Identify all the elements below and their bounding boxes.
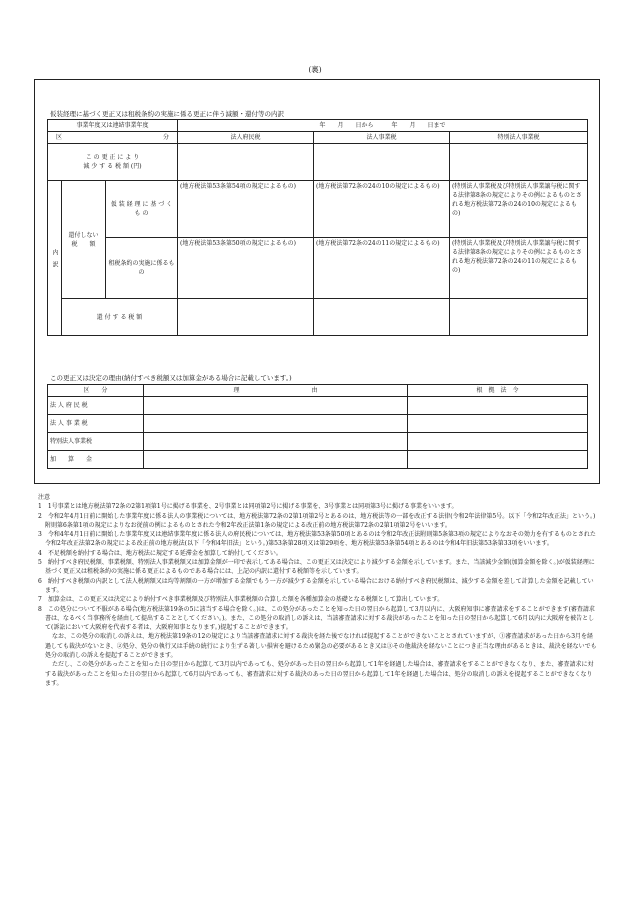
reason-cell[interactable] xyxy=(144,433,408,451)
law-cell[interactable] xyxy=(408,433,588,451)
note-item: ただし、この処分があったことを知った日の翌日から起算して3月以内であっても、処分があった日の翌日から起算して1年を経過した場合は、審査請求をすることができなくなり、また、審査請求に対する裁決があったことを知った日の翌日から起算して6月以内であっても、審査請求に対する裁決のあった日の翌日から起算して1年を経過した場合は、処分の取消しの訴えを提起することができなくなります。 xyxy=(45,661,594,687)
reason-col-law: 根 拠 法 令 xyxy=(408,385,588,397)
fict-pref-cell[interactable]: (地方税法第53条第54項の規定によるもの) xyxy=(178,181,314,238)
note-item: 6 納付すべき税額の内訳として法人税割額又は均等割額の一方が増加する金額でもう一方が減少する金額を示している場合における納付すべき府民税額は、減少する金額を差して計算した金額を記載しています。 xyxy=(38,577,594,594)
note-item: 1 1号事業とは地方税法第72条の2第1項第1号に掲げる事業を、2号事業とは同項第2号に掲げる事業を、3号事業とは同項第3号に掲げる事業をいいます。 xyxy=(38,503,458,511)
fiscal-year-label: 事業年度又は連結事業年度 xyxy=(48,120,178,132)
fict-spec-cell[interactable]: (特別法人事業税及び特別法人事業譲与税に関する法律第8条の規定によりその例によるものとされる地方税法第72条の24の10の規定によるもの) xyxy=(450,181,588,238)
reduction-spec-cell[interactable] xyxy=(450,144,588,181)
note-item: 7 加算金は、この更正又は決定により納付すべき事業税額及び特別法人事業税額の合算した額を各種加算金の基礎となる税額として算出しています。 xyxy=(38,596,444,604)
treaty-ent-cell[interactable]: (地方税法第72条の24の11の規定によるもの) xyxy=(314,238,450,299)
refund-pref-cell[interactable] xyxy=(178,299,314,336)
kubun-header-right: 分 xyxy=(162,134,169,141)
refund-spec-cell[interactable] xyxy=(450,299,588,336)
kubun-header xyxy=(48,132,178,144)
law-cell[interactable] xyxy=(408,415,588,433)
refund-amount-label: 還 付 す る 税 額 xyxy=(62,299,178,336)
breakdown-label: 内 訳 xyxy=(48,181,62,336)
note-item: なお、この処分の取消しの訴えは、地方税法第19条の12の規定により当該審査請求に対する裁決を経た後でなければ提起することができないこととされていますが、①審査請求があった日から3月を経過しても裁決がないとき、②処分、処分の執行又は手続の続行により生ずる著しい損害を避けるため緊急の必要があるとき又は③その他裁決を経ないことにつき正当な理由があるときは、裁決を経ないでも処分の取消しの訴えを提起することができます。 xyxy=(45,633,597,660)
law-cell[interactable] xyxy=(408,451,588,469)
refund-breakdown-table xyxy=(47,119,588,336)
tax-treaty-label: 租税条約の実施に係るもの xyxy=(106,238,178,299)
col-prefectural-tax: 法人府民税 xyxy=(178,132,314,144)
reason-row-label: 加 算 金 xyxy=(48,451,144,469)
non-refund-label xyxy=(62,181,106,299)
col-special-enterprise-tax: 特別法人事業税 xyxy=(450,132,588,144)
reason-row-label: 法 人 事 業 税 xyxy=(48,415,144,433)
reduction-label-line2: 減 少 す る 税 額 (円) xyxy=(83,163,142,170)
kubun-header-left: 区 xyxy=(56,134,63,141)
reason-table xyxy=(47,384,588,469)
non-refund-line1: 還付しない xyxy=(68,231,99,239)
treaty-pref-cell[interactable]: (地方税法第53条第50項の規定によるもの) xyxy=(178,238,314,299)
fict-ent-cell[interactable]: (地方税法第72条の24の10の規定によるもの) xyxy=(314,181,450,238)
page-side-label: (裏) xyxy=(308,65,322,74)
note-item: 5 納付すべき府民税額、事業税額、特別法人事業税額又は加算金額が一印で表示してある場合は、この更正又は決定により減少する金額を示しています。また、当該減少金額(加算金額を除く。)が仮装経理に基づく更正又は租税条約の実施に係る更正によるものである場合には、上記の内訳に還付する税額等を示しています。 xyxy=(38,559,595,576)
reason-cell[interactable] xyxy=(144,451,408,469)
reason-row-label: 法 人 府 民 税 xyxy=(48,397,144,415)
note-item: 2 令和2年4月1日前に開始した事業年度に係る法人の事業税については、地方税法第72条の2第1項第2号とあるのは、地方税法等の一部を改正する法律(令和2年法律第5号。以下「令和2年改正法」という。)附則第6条第1項の規定によりなお従前の例によるものとされた令和2年改正法第1条の規定による改正前の地方税法第72条の2第1項第2号をいいます。 xyxy=(38,512,596,529)
non-refund-line2: 税 額 xyxy=(71,240,96,248)
reason-cell[interactable] xyxy=(144,397,408,415)
reduction-label-line1: こ の 更 正 に よ り xyxy=(85,154,140,161)
treaty-spec-cell[interactable]: (特別法人事業税及び特別法人事業譲与税に関する法律第8条の規定によりその例によるものとされる地方税法第72条の24の11の規定によるもの) xyxy=(450,238,588,299)
table1-caption: 仮装経理に基づく更正又は租税条約の実施に係る更正に伴う減額・還付等の内訳 xyxy=(50,110,284,118)
notes-section xyxy=(38,493,598,688)
fiscal-year-value[interactable]: 年 月 日から 年 月 日まで xyxy=(178,120,588,132)
notes-title: 注意 xyxy=(38,494,51,501)
reason-col-kubun: 区 分 xyxy=(48,385,144,397)
reason-cell[interactable] xyxy=(144,415,408,433)
refund-ent-cell[interactable] xyxy=(314,299,450,336)
fictitious-accounting-label: 仮 装 経 理 に 基 づ く も の xyxy=(106,181,178,238)
reduction-amount-label xyxy=(48,144,178,181)
note-item: 3 令和4年4月1日前に開始した事業年度又は連結事業年度に係る法人の府民税については、地方税法第53条第50項とあるのは令和2年改正法附則第5条第3項の規定によりなおその効力を有するものとされた令和2年改正法第2条の規定による改正前の地方税法(以下「令和4年旧法」という。)第53条第28項又は第29項を、地方税法第53条第54項とあるのは令和4年旧法第53条第33項をいいます。 xyxy=(38,531,596,548)
reason-col-reason: 理 由 xyxy=(144,385,408,397)
reduction-ent-cell[interactable] xyxy=(314,144,450,181)
reason-row-label: 特別法人事業税 xyxy=(48,433,144,451)
note-item: 4 不足税額を納付する場合は、地方税法に規定する延滞金を加算して納付してください。 xyxy=(38,549,282,557)
col-enterprise-tax: 法人事業税 xyxy=(314,132,450,144)
reduction-pref-cell[interactable] xyxy=(178,144,314,181)
law-cell[interactable] xyxy=(408,397,588,415)
table2-caption: この更正又は決定の理由(納付すべき税額又は加算金がある場合に記載しています。) xyxy=(50,374,292,382)
note-item: 8 この処分について不服がある場合(地方税法第19条の5に該当する場合を除く。)は、この処分があったことを知った日の翌日から起算して3月以内に、大阪府知事に審査請求をすることができます(審査請求書は、なるべく当事務所を経由して提出することとしてください。)。また、この処分の取消しの訴えは、当該審査請求に対する裁決があったことを知った日の翌日から起算して6月以内に大阪府を被告として(訴訟において大阪府を代表する者は、大阪府知事となります。)提起することができます。 xyxy=(38,605,595,632)
